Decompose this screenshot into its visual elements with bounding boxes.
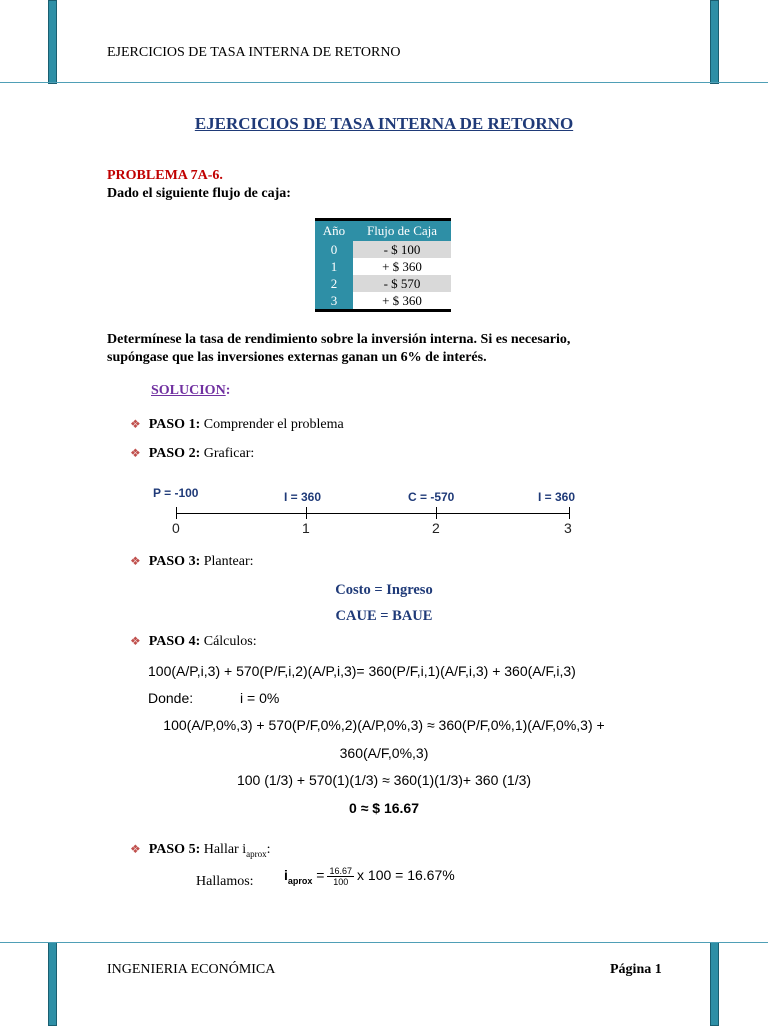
document-title: EJERCICIOS DE TASA INTERNA DE RETORNO (194, 114, 574, 133)
footer-rule (0, 942, 768, 943)
timeline-axis (176, 513, 570, 514)
step-2 (130, 446, 254, 462)
problem-statement-line1: Determínese la tasa de rendimiento sobre la inversión interna. Si es necesario, (107, 332, 571, 347)
calc-line-4: 360(A/F,0%,3) (339, 745, 429, 761)
solution-colon: : (225, 383, 231, 398)
step-5 (130, 842, 271, 859)
calc-line-1: 100(A/P,i,3) + 570(P/F,i,2)(A/P,i,3)= 360(P/F,i,1)(A/F,i,3) + 360(A/F,i,3) (148, 663, 576, 679)
footer-left-text: INGENIERIA ECONÓMICA (107, 962, 276, 977)
flow-cell: - $ 570 (353, 275, 451, 292)
header-right-bar (710, 0, 719, 84)
calc-i-value: i = 0% (240, 690, 280, 706)
step-4 (130, 634, 257, 650)
calc-donde: Donde: (148, 690, 194, 706)
solution-heading (151, 383, 230, 399)
footer-left-bar (48, 942, 57, 1026)
timeline-period: 2 (432, 520, 440, 536)
equation-caue-baue: CAUE = BAUE (335, 608, 433, 624)
cash-flow-table-wrap (315, 218, 451, 312)
cash-flow-table (315, 221, 451, 309)
i-subscript: aprox (287, 876, 313, 886)
flow-cell: + $ 360 (382, 292, 422, 308)
year-cell: 2 (315, 275, 353, 292)
step-2-label: PASO 2: (148, 446, 201, 461)
timeline-tick (569, 507, 570, 519)
fraction-denominator: 100 (333, 877, 349, 887)
diamond-bullet-icon: ❖ (130, 634, 141, 648)
calc-line-5: 100 (1/3) + 570(1)(1/3) ≈ 360(1)(1/3)+ 360 (1/3) (236, 772, 532, 788)
timeline-label-top: P = -100 (153, 486, 199, 500)
diamond-bullet-icon: ❖ (130, 446, 141, 460)
step-4-label: PASO 4: (148, 634, 201, 649)
hallamos-label: Hallamos: (196, 874, 254, 889)
page-header: EJERCICIOS DE TASA INTERNA DE RETORNO (107, 45, 401, 60)
fraction (327, 866, 354, 887)
timeline-period: 3 (564, 520, 572, 536)
calc-line-3: 100(A/P,0%,3) + 570(P/F,0%,2)(A/P,0%,3) ≈ 360(P/F,0%,1)(A/F,0%,3) + (163, 717, 605, 733)
equals-sign: = (312, 867, 325, 884)
hallamos-tail: x 100 = 16.67% (357, 867, 455, 884)
problem-statement-line2: supóngase que las inversiones externas ganan un 6% de interés. (107, 350, 487, 365)
table-row (315, 275, 451, 292)
calc-result: 0 ≈ $ 16.67 (349, 800, 419, 816)
header-rule (0, 82, 768, 83)
step-1-text: Comprender el problema (200, 417, 344, 432)
problem-intro: Dado el siguiente flujo de caja: (107, 186, 291, 201)
timeline-period: 1 (302, 520, 310, 536)
step-5-label: PASO 5: (148, 842, 201, 857)
step-5-colon: : (266, 842, 271, 857)
solution-label: SOLUCION (151, 383, 226, 398)
timeline-label-top: I = 360 (538, 490, 576, 504)
step-5-subscript: aprox (246, 848, 267, 859)
step-1-label: PASO 1: (148, 417, 201, 432)
flow-cell: - $ 100 (353, 241, 451, 258)
diamond-bullet-icon: ❖ (130, 554, 141, 568)
table-row (315, 241, 451, 258)
diamond-bullet-icon: ❖ (130, 842, 141, 856)
col-header-year: Año (315, 221, 353, 241)
diamond-bullet-icon: ❖ (130, 417, 141, 431)
fraction-numerator: 16.67 (329, 866, 353, 876)
step-5-text: Hallar i (200, 842, 247, 857)
timeline-label-top: C = -570 (408, 490, 455, 504)
timeline-tick (436, 507, 437, 519)
step-2-text: Graficar: (200, 446, 255, 461)
i-aprox-symbol (284, 867, 313, 886)
step-3 (130, 554, 254, 570)
step-4-text: Cálculos: (200, 634, 257, 649)
flow-cell: + $ 360 (382, 258, 422, 274)
timeline-period: 0 (172, 520, 180, 536)
step-3-label: PASO 3: (148, 554, 201, 569)
step-1 (130, 417, 344, 433)
equation-costo-ingreso: Costo = Ingreso (335, 582, 433, 598)
cash-flow-timeline (150, 484, 590, 540)
timeline-label-top: I = 360 (284, 490, 322, 504)
col-header-flow: Flujo de Caja (353, 221, 451, 241)
page-number: Página 1 (610, 962, 662, 977)
hallamos-formula (284, 866, 455, 887)
year-cell: 1 (315, 258, 353, 275)
table-row (315, 258, 451, 275)
table-row (315, 292, 451, 309)
timeline-tick (306, 507, 307, 519)
timeline-tick (176, 507, 177, 519)
i-main: i (284, 867, 288, 884)
problem-label: PROBLEMA 7A-6. (107, 168, 223, 183)
header-left-bar (48, 0, 57, 84)
step-3-text: Plantear: (200, 554, 254, 569)
year-cell: 0 (315, 241, 353, 258)
year-cell: 3 (315, 292, 353, 309)
footer-right-bar (710, 942, 719, 1026)
